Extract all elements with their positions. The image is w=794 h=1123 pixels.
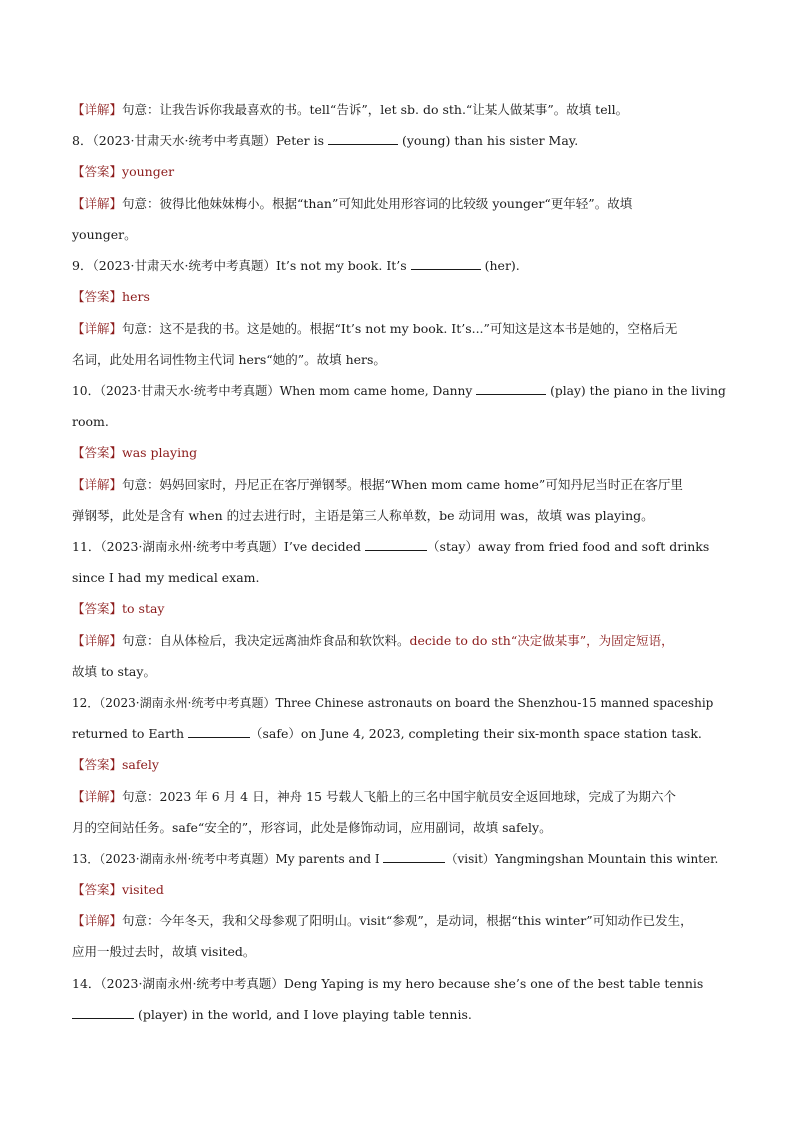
q10-question: [72, 382, 726, 400]
q13-detail-cont: [72, 943, 726, 961]
q7-detail: [72, 101, 726, 119]
detail-label: 【详解】: [72, 789, 123, 804]
answer-blank: [411, 257, 481, 270]
answer-text: visited: [122, 882, 164, 897]
question-text: 9．（2023·甘肃天水·统考中考真题）It’s not my book. It’s: [72, 258, 411, 273]
answer-text: hers: [122, 289, 150, 304]
q9-detail-cont: [72, 351, 726, 369]
detail-label: 【详解】: [72, 913, 123, 928]
detail-text: 句意：彼得比他妹妹梅小。根据“than”可知此处用形容词的比较级 younger“更年轻”。故填: [122, 196, 633, 211]
q8-answer: [72, 163, 726, 181]
question-text: （stay）away from fried food and soft drinks: [427, 539, 710, 554]
q12-question-cont: [72, 725, 726, 743]
q9-detail: [72, 320, 726, 338]
q11-answer: [72, 600, 726, 618]
detail-text: 应用一般过去时，故填 visited。: [72, 944, 256, 959]
q12-detail-cont: [72, 819, 726, 837]
q12-question: [72, 694, 726, 712]
q8-detail-cont: [72, 226, 726, 244]
detail-text: 弹钢琴，此处是含有 when 的过去进行时，主语是第三人称单数，be 动词用 was，故填 was playing。: [72, 508, 654, 523]
answer-label: 【答案】: [72, 289, 123, 304]
answer-blank: [328, 132, 398, 145]
answer-blank: [476, 382, 546, 395]
question-text: 11．（2023·湖南永州·统考中考真题）I’ve decided: [72, 539, 366, 554]
q14-question: [72, 975, 726, 993]
detail-text: 句意：妈妈回家时，丹尼正在客厅弹钢琴。根据“When mom came home”可知丹尼当时正在客厅里: [122, 477, 683, 492]
question-text: （visit）Yangmingshan Mountain this winter.: [445, 852, 719, 866]
question-text: 12．（2023·湖南永州·统考中考真题）Three Chinese astronauts on board the Shenzhou-15 manned spaceship: [72, 696, 714, 710]
question-text: （safe）on June 4, 2023, completing their six-month space station task.: [249, 726, 702, 741]
question-text: (young) than his sister May.: [397, 133, 579, 148]
answer-text: safely: [122, 757, 159, 772]
q13-answer: [72, 881, 726, 899]
question-text: (her).: [480, 258, 520, 273]
answer-label: 【答案】: [72, 601, 123, 616]
answer-text: younger: [122, 164, 175, 179]
q10-answer: [72, 444, 726, 462]
question-text: room.: [72, 414, 109, 429]
q8-question: [72, 132, 726, 150]
detail-label: 【详解】: [72, 633, 123, 648]
detail-text-highlight: decide to do sth“决定做某事”，为固定短语，: [409, 633, 674, 648]
q11-detail: [72, 632, 726, 650]
question-text: 8．（2023·甘肃天水·统考中考真题）Peter is: [72, 133, 328, 148]
q9-answer: [72, 288, 726, 306]
detail-label: 【详解】: [72, 477, 123, 492]
detail-text: 故填 to stay。: [72, 664, 156, 679]
question-text: 14．（2023·湖南永州·统考中考真题）Deng Yaping is my hero because she’s one of the best table tennis: [72, 976, 704, 991]
answer-text: to stay: [122, 601, 165, 616]
detail-text: 句意：今年冬天，我和父母参观了阳明山。visit“参观”，是动词，根据“this winter”可知动作已发生，: [122, 913, 693, 928]
answer-label: 【答案】: [72, 164, 123, 179]
answer-blank: [365, 538, 427, 551]
answer-label: 【答案】: [72, 445, 123, 460]
question-text: (play) the piano in the living: [546, 384, 726, 398]
q11-question-cont: [72, 569, 726, 587]
answer-label: 【答案】: [72, 757, 123, 772]
detail-text: 月的空间站任务。safe“安全的”，形容词，此处是修饰动词，应用副词，故填 safely。: [72, 820, 552, 835]
question-text: since I had my medical exam.: [72, 570, 260, 585]
q10-detail-cont: [72, 507, 726, 525]
question-text: returned to Earth: [72, 726, 188, 741]
detail-label: 【详解】: [72, 102, 123, 117]
q11-question: [72, 538, 726, 556]
answer-blank: [383, 850, 445, 863]
detail-text: 句意：让我告诉你我最喜欢的书。tell“告诉”，let sb. do sth.“让某人做某事”。故填 tell。: [122, 102, 629, 117]
detail-text: 句意：2023 年 6 月 4 日，神舟 15 号载人飞船上的三名中国宇航员安全返回地球，完成了为期六个: [122, 789, 676, 804]
q14-question-cont: [72, 1006, 726, 1024]
detail-text: 名词，此处用名词性物主代词 hers“她的”。故填 hers。: [72, 352, 386, 367]
detail-text: 句意：这不是我的书。这是她的。根据“It’s not my book. It’s...”可知这是这本书是她的，空格后无: [122, 321, 678, 336]
question-text: (player) in the world, and I love playing table tennis.: [134, 1007, 472, 1022]
q12-answer: [72, 756, 726, 774]
q8-detail: [72, 195, 726, 213]
question-text: 10．（2023·甘肃天水·统考中考真题）When mom came home, Danny: [72, 384, 477, 398]
answer-blank: [72, 1006, 134, 1019]
q10-question-cont: [72, 413, 726, 431]
detail-text: 句意：自从体检后，我决定远离油炸食品和软饮料。: [122, 633, 410, 648]
q13-question: [72, 850, 726, 868]
q11-detail-cont: [72, 663, 726, 681]
q10-detail: [72, 476, 726, 494]
q12-detail: [72, 788, 726, 806]
detail-label: 【详解】: [72, 196, 123, 211]
question-text: 13．（2023·湖南永州·统考中考真题）My parents and I: [72, 852, 384, 866]
answer-label: 【答案】: [72, 882, 123, 897]
q9-question: [72, 257, 726, 275]
answer-text: was playing: [122, 445, 198, 460]
detail-text: younger。: [72, 227, 137, 242]
answer-blank: [188, 725, 250, 738]
detail-label: 【详解】: [72, 321, 123, 336]
q13-detail: [72, 912, 726, 930]
